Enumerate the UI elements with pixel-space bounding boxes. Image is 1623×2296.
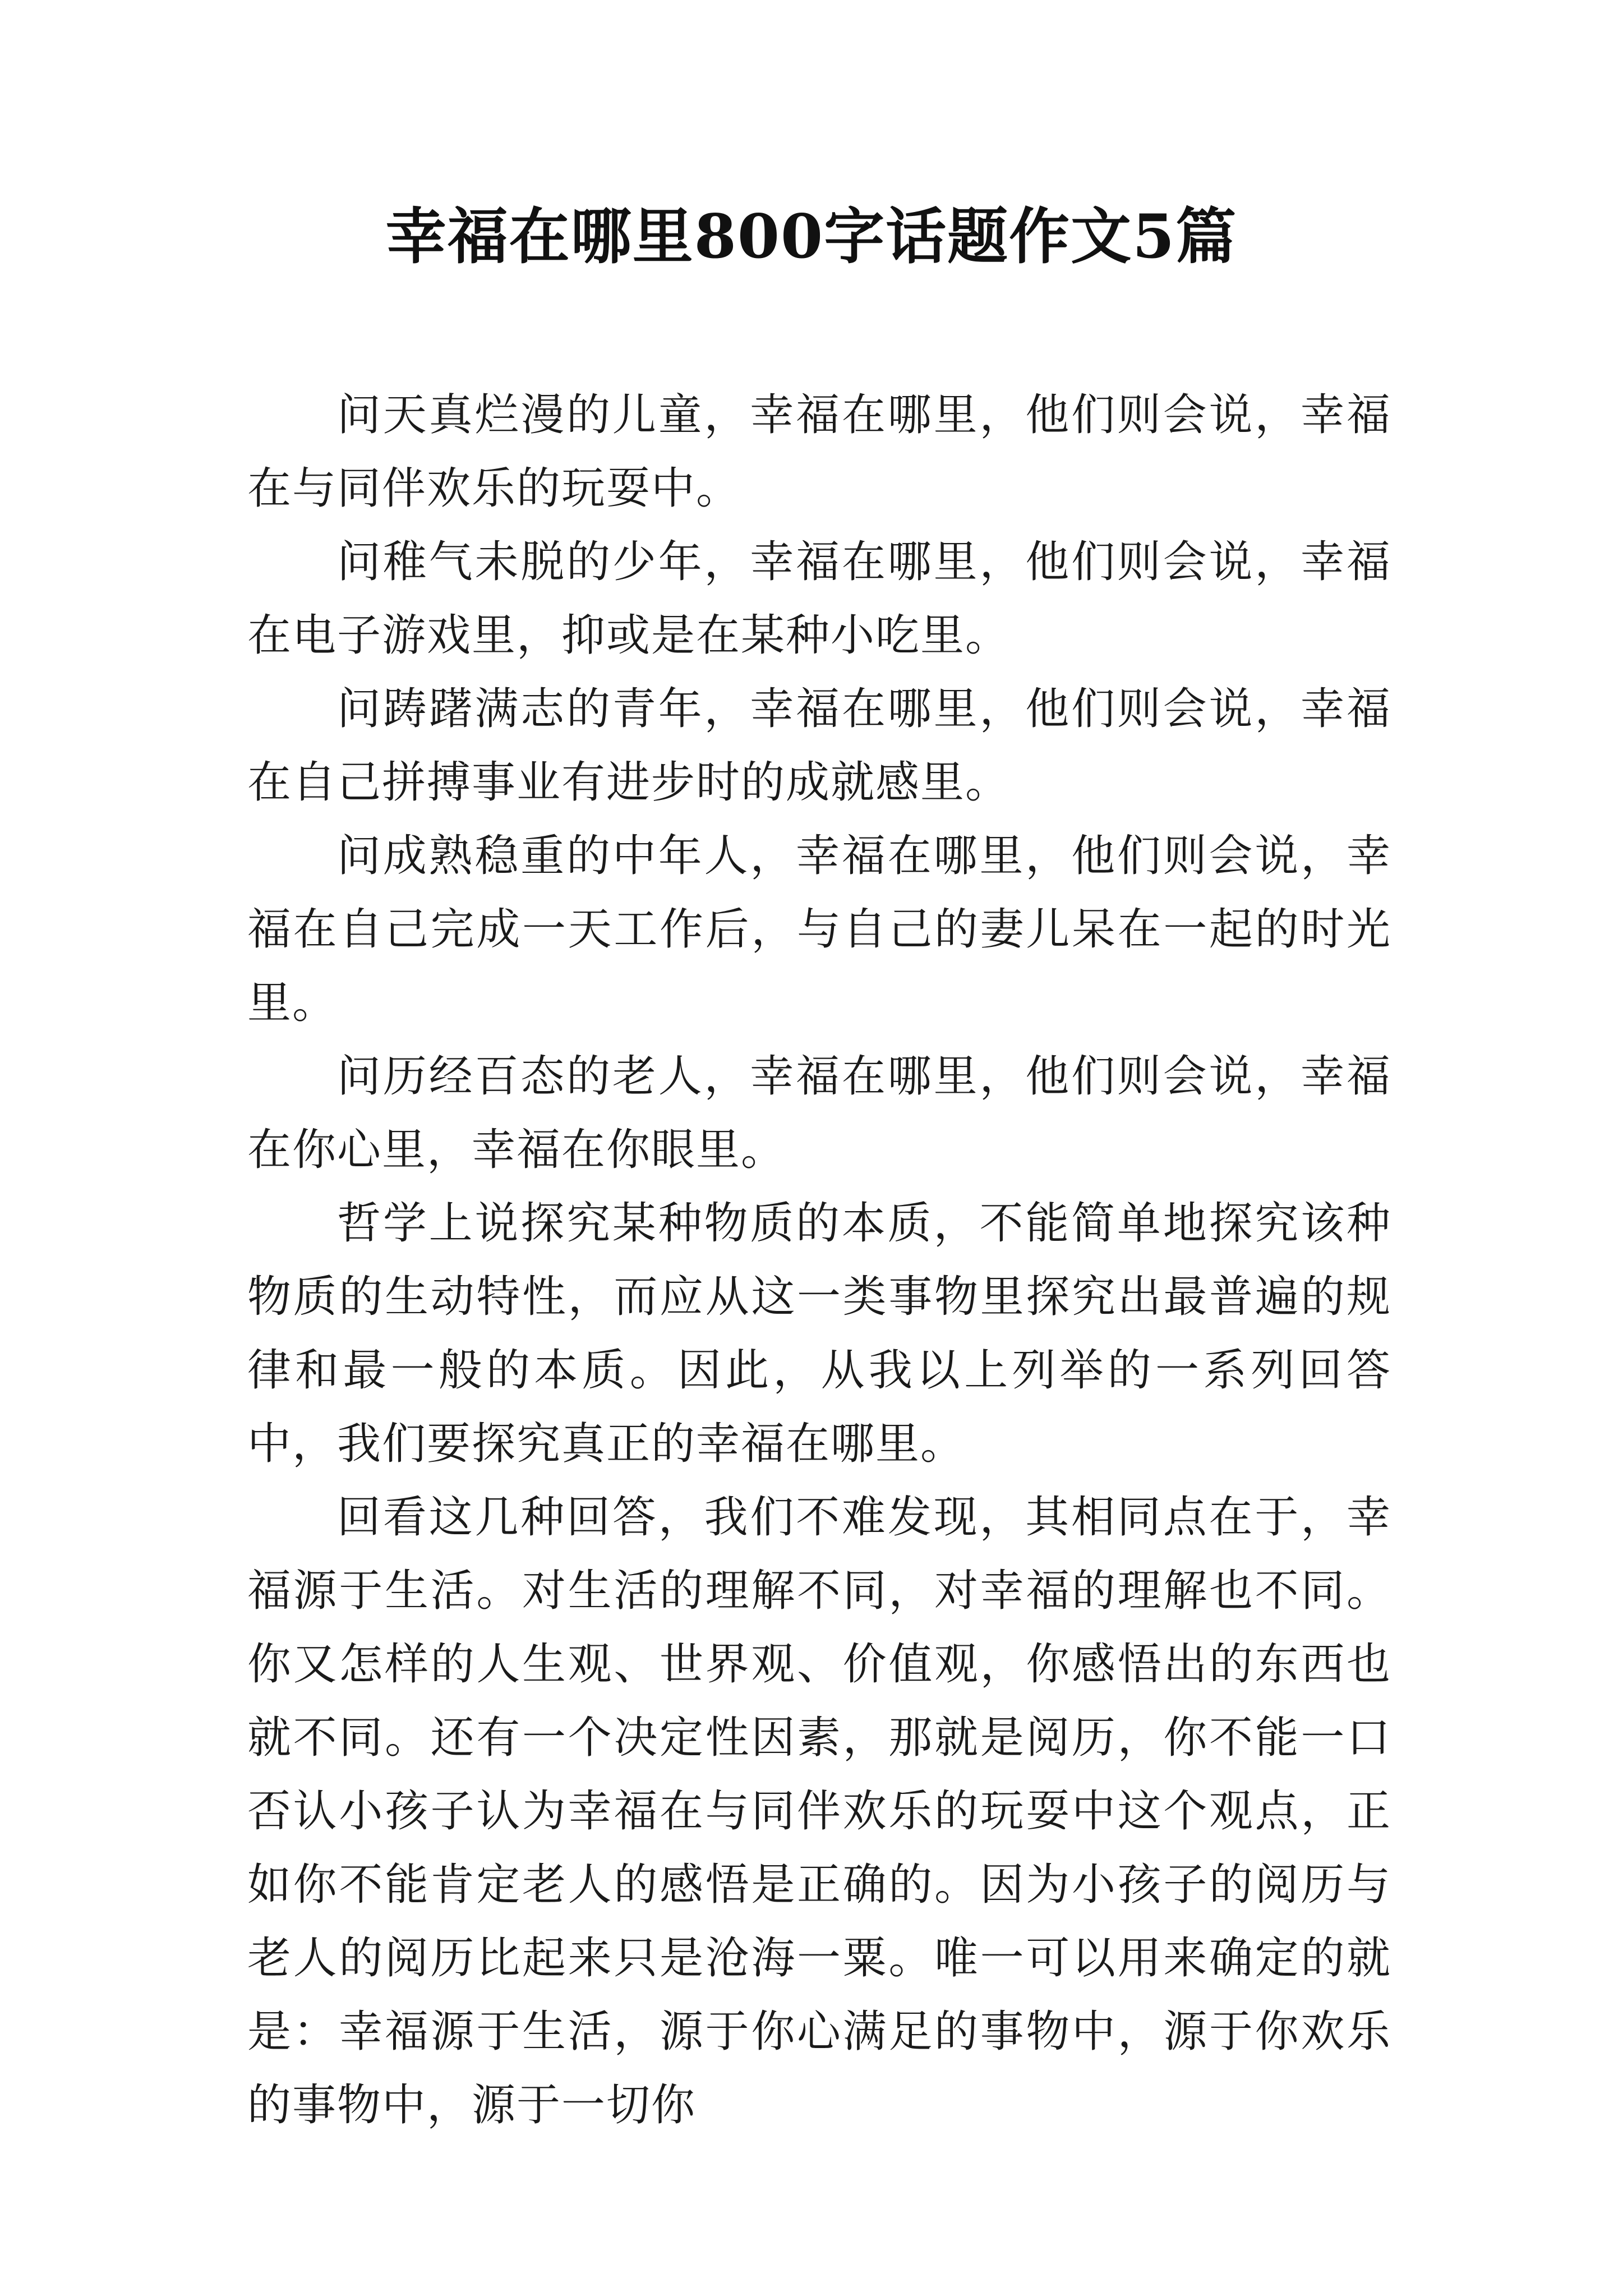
paragraph-7: 回看这几种回答，我们不难发现，其相同点在于，幸福源于生活。对生活的理解不同，对幸福的理解也不同。你又怎样的人生观、世界观、价值观，你感悟出的东西也就不同。还有一个决定性因素，那就是阅历，你不能一口否认小孩子认为幸福在与同伴欢乐的玩耍中这个观点，正如你不能肯定老人的感悟是正确的。因为小孩子的阅历与老人的阅历比起来只是沧海一粟。唯一可以用来确定的就是：幸福源于生活，源于你心满足的事物中，源于你欢乐的事物中，源于一切你: [247, 1492, 1391, 2131]
paragraph-2: 问稚气未脱的少年，幸福在哪里，他们则会说，幸福在电子游戏里，抑或是在某种小吃里。: [247, 537, 1391, 661]
document-title: 幸福在哪里800字话题作文5篇: [385, 201, 1238, 272]
paragraph-3: 问踌躇满志的青年，幸福在哪里，他们则会说，幸福在自己拼搏事业有进步时的成就感里。: [247, 684, 1391, 808]
paragraph-5: 问历经百态的老人，幸福在哪里，他们则会说，幸福在你心里，幸福在你眼里。: [247, 1051, 1391, 1175]
paragraph-6: 哲学上说探究某种物质的本质，不能简单地探究该种物质的生动特性，而应从这一类事物里探究出最普遍的规律和最一般的本质。因此，从我以上列举的一系列回答中，我们要探究真正的幸福在哪里。: [247, 1198, 1391, 1469]
paragraph-4: 问成熟稳重的中年人，幸福在哪里，他们则会说，幸福在自己完成一天工作后，与自己的妻儿呆在一起的时光里。: [247, 831, 1391, 1028]
paragraph-1: 问天真烂漫的儿童，幸福在哪里，他们则会说，幸福在与同伴欢乐的玩耍中。: [247, 390, 1391, 514]
document-body: [247, 379, 1391, 2142]
